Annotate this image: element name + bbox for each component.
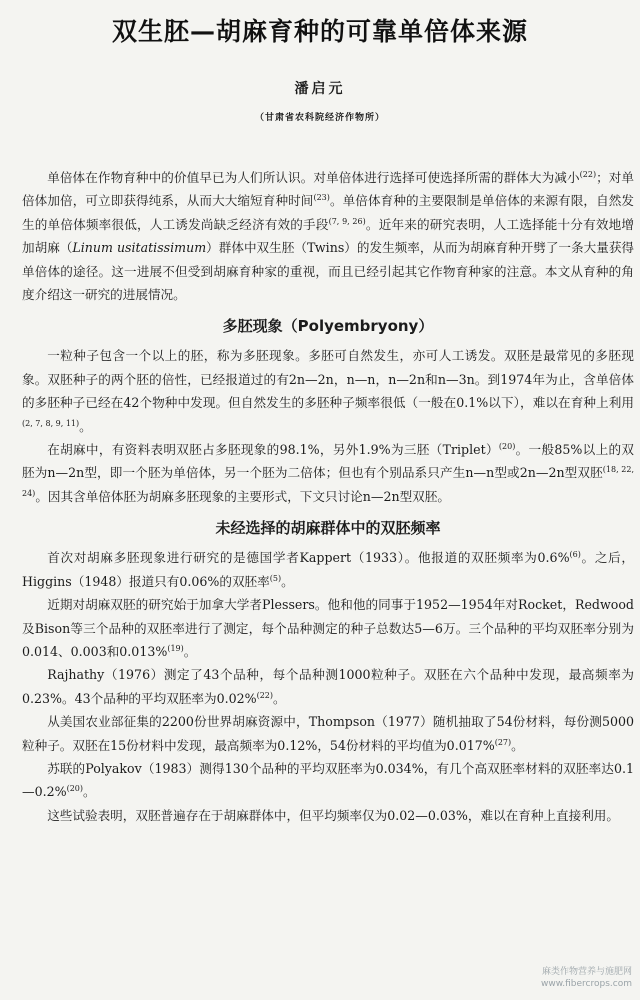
text-run: ；对单倍体加倍，可立即获得纯系，从而大大缩短育种时间 — [22, 170, 635, 209]
section1-paragraph-2 — [22, 438, 634, 508]
citation-ref: (20) — [66, 784, 84, 794]
article-body — [22, 166, 634, 827]
text-run: 苏联的Polyakov（1983）测得130个品种的平均双胚率为0.034%，有几个高双胚率材料的双胚率达0.1—0.2% — [22, 760, 634, 800]
section1-paragraph-1 — [22, 344, 634, 438]
citation-ref: (22) — [256, 690, 273, 700]
text-run: 。一般85%以上的双胚为n—2n型，即一个胚为单倍体，另一个胚为二倍体；但也有个别品系只产生n—n型或2n—2n型双胚 — [22, 442, 634, 481]
citation-ref: (19) — [167, 643, 184, 653]
text-run: 。 — [183, 643, 197, 659]
section2-paragraph-4 — [22, 710, 634, 757]
text-run: 首次对胡麻多胚现象进行研究的是德国学者Kappert（1933）。他报道的双胚频率为0.6% — [47, 550, 570, 566]
citation-ref: (5) — [269, 573, 282, 583]
section-heading-twin-frequency: 未经选择的胡麻群体中的双胚频率 — [215, 519, 441, 538]
section2-paragraph-1 — [22, 546, 634, 593]
citation-ref: (18, 22, 24) — [22, 465, 635, 498]
text-run: 。 — [79, 418, 92, 434]
text-run: 。 — [511, 737, 524, 753]
text-run: 。因其含单倍体胚为胡麻多胚现象的主要形式，下文只讨论n—2n型双胚。 — [35, 488, 450, 504]
citation-ref: (20) — [498, 441, 516, 451]
author-name: 潘启元 — [294, 81, 346, 97]
watermark-line-2: www.fibercrops.com — [541, 979, 632, 989]
text-run: 单倍体在作物育种中的价值早已为人们所认识。对单倍体进行选择可使选择所需的群体大为减小 — [47, 170, 580, 185]
watermark-line-1: 麻类作物营养与施肥网 — [541, 967, 632, 977]
citation-ref: (2, 7, 8, 9, 11) — [22, 418, 80, 428]
article-title: 双生胚—胡麻育种的可靠单倍体来源 — [111, 17, 528, 46]
section2-paragraph-3 — [22, 663, 634, 710]
section2-paragraph-2 — [22, 593, 634, 663]
intro-paragraph — [22, 166, 634, 306]
citation-ref: (27) — [494, 737, 512, 747]
text-run: 。近年来的研究表明，人工选择能十分有效地增加胡麻（ — [22, 216, 635, 256]
text-run: 。 — [281, 573, 294, 589]
text-run: ）群体中双生胚（Twins）的发生频率，从而为胡麻育种开劈了一条大量获得单倍体的途径。这一进展不但受到胡麻育种家的重视，而且已经引起其它作物育种家的注意。本文从育种的角度介绍这一研究的进展情况。 — [22, 240, 635, 303]
text-run: Rajhathy（1976）测定了43个品种，每个品种测1000粒种子。双胚在六个品种中发现，最高频率为0.23%。43个品种的平均双胚率为0.02% — [22, 667, 634, 706]
section2-paragraph-5 — [22, 757, 634, 804]
text-run: 近期对胡麻双胚的研究始于加拿大学者Plessers。他和他的同事于1952—1954年对Rocket，Redwood及Bison等三个品种的双胚率进行了测定，每个品种测定的种子总数达5—6万。三个品种的平均双胚率分别为0.014、0.003和0.013% — [22, 597, 634, 659]
text-run: 一粒种子包含一个以上的胚，称为多胚现象。多胚可自然发生，亦可人工诱发。双胚是最常见的多胚现象。双胚种子的两个胚的倍性，已经报道过的有2n—2n，n—n，n—2n和n—3n。到1974年为止，含单倍体的多胚种子已经在42个物种中发现。但自然发生的多胚种子频率很低（一般在0.1%以下），难以在育种上利用 — [22, 348, 634, 411]
section-heading-polyembryony: 多胚现象（Polyembryony） — [222, 317, 434, 336]
author-affiliation: （甘肃省农科院经济作物所） — [254, 113, 385, 123]
section2-paragraph-6: 这些试验表明，双胚普遍存在于胡麻群体中，但平均频率仅为0.02—0.03%，难以在育种上直接利用。 — [47, 807, 619, 823]
text-run: 。之后，Higgins（1948）报道只有0.06%的双胚率 — [22, 550, 634, 589]
citation-ref: (6) — [569, 550, 581, 560]
text-run: 。 — [83, 784, 96, 800]
text-run: 。单倍体育种的主要限制是单倍体的来源有限，自然发生的单倍体频率很低，人工诱发尚缺乏经济有效的手段 — [22, 193, 634, 232]
text-run: 。 — [273, 690, 286, 706]
text-run: 从美国农业部征集的2200份世界胡麻资源中，Thompson（1977）随机抽取了54份材料，每份测5000粒种子。双胚在15份材料中发现，最高频率为0.12%，54份材料的平均值为0.017% — [22, 714, 634, 753]
text-run: 在胡麻中，有资料表明双胚占多胚现象的98.1%，另外1.9%为三胚（Triplet） — [47, 442, 499, 458]
site-watermark — [541, 966, 632, 990]
citation-ref: (22) — [579, 169, 597, 179]
citation-ref: (23) — [313, 193, 330, 203]
latin-name: Linum usitatissimum — [72, 240, 207, 256]
citation-ref: (7, 9, 26) — [328, 216, 366, 226]
